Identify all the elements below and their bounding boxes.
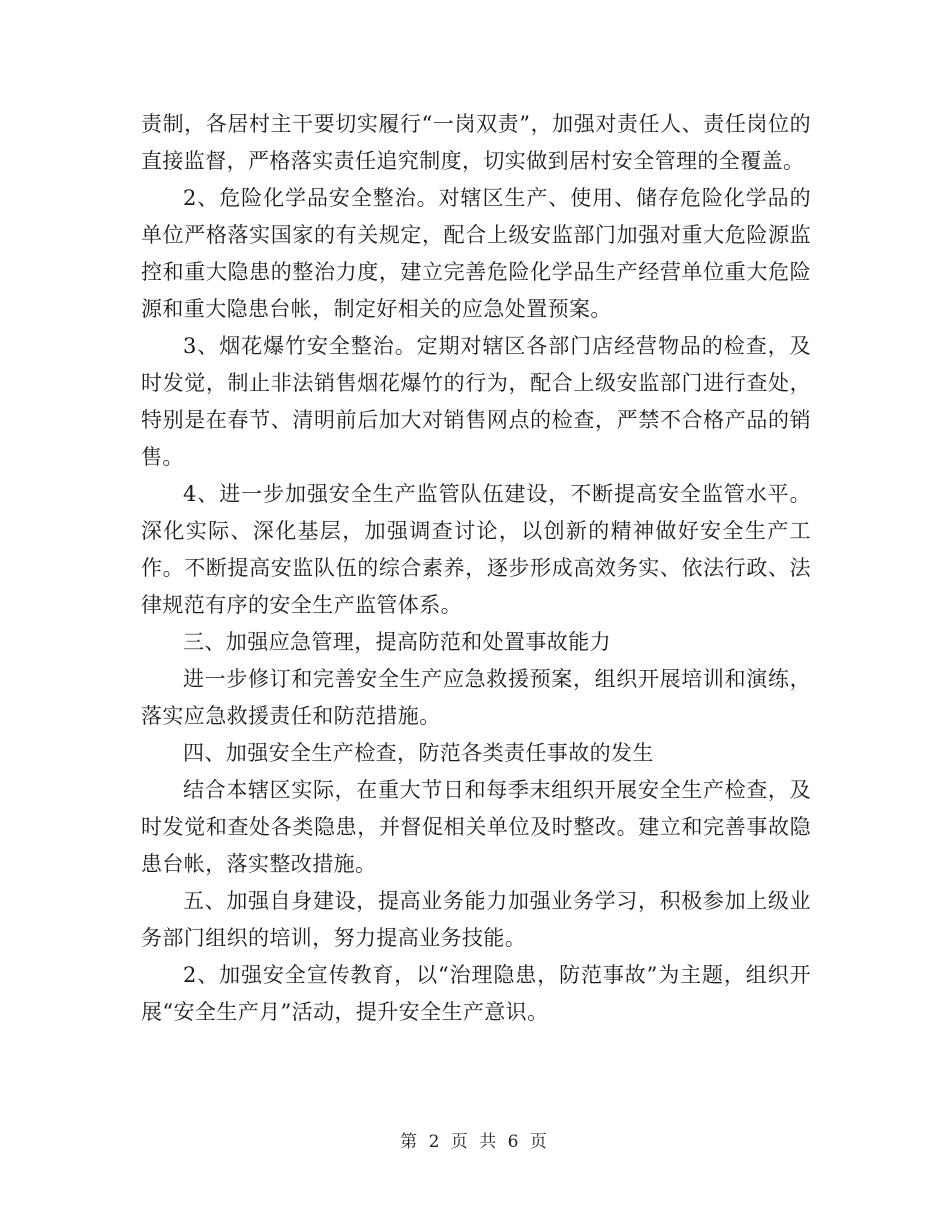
paragraph-10: 2、加强安全宣传教育，以“治理隐患，防范事故”为主题，组织开展“安全生产月”活动，提升安全生产意识。: [141, 963, 811, 1024]
paragraph-2: 2、危险化学品安全整治。对辖区生产、使用、储存危险化学品的单位严格落实国家的有关规定，配合上级安监部门加强对重大危险源监控和重大隐患的整治力度，建立完善危险化学品生产经营单位重大危险源和重大隐患台帐，制定好相关的应急处置预案。: [141, 186, 811, 321]
paragraph-1: 责制，各居村主干要切实履行“一岗双责”，加强对责任人、责任岗位的直接监督，严格落实责任追究制度，切实做到居村安全管理的全覆盖。: [141, 112, 811, 173]
document-body: [141, 106, 811, 1031]
paragraph-3: 3、烟花爆竹安全整治。定期对辖区各部门店经营物品的检查，及时发觉，制止非法销售烟花爆竹的行为，配合上级安监部门进行查处，特别是在春节、清明前后加大对销售网点的检查，严禁不合格产品的销售。: [141, 334, 811, 469]
paragraph-8: 结合本辖区实际，在重大节日和每季末组织开展安全生产检查，及时发觉和查处各类隐患，并督促相关单位及时整改。建立和完善事故隐患台帐，落实整改措施。: [141, 778, 811, 876]
section-heading-5: 五、加强自身建设，提高业务能力加强业务学习，积极参加上级业务部门组织的培训，努力提高业务技能。: [141, 889, 811, 950]
page-number-footer: 第 2 页 共 6 页: [400, 1132, 550, 1152]
paragraph-4: 4、进一步加强安全生产监管队伍建设，不断提高安全监管水平。深化实际、深化基层，加强调查讨论，以创新的精神做好安全生产工作。不断提高安监队伍的综合素养，逐步形成高效务实、依法行政、法律规范有序的安全生产监管体系。: [141, 482, 811, 617]
section-heading-3: 三、加强应急管理，提高防范和处置事故能力: [183, 630, 611, 654]
section-heading-4: 四、加强安全生产检查，防范各类责任事故的发生: [183, 741, 654, 765]
paragraph-6: 进一步修订和完善安全生产应急救援预案，组织开展培训和演练，落实应急救援责任和防范措施。: [141, 667, 811, 728]
